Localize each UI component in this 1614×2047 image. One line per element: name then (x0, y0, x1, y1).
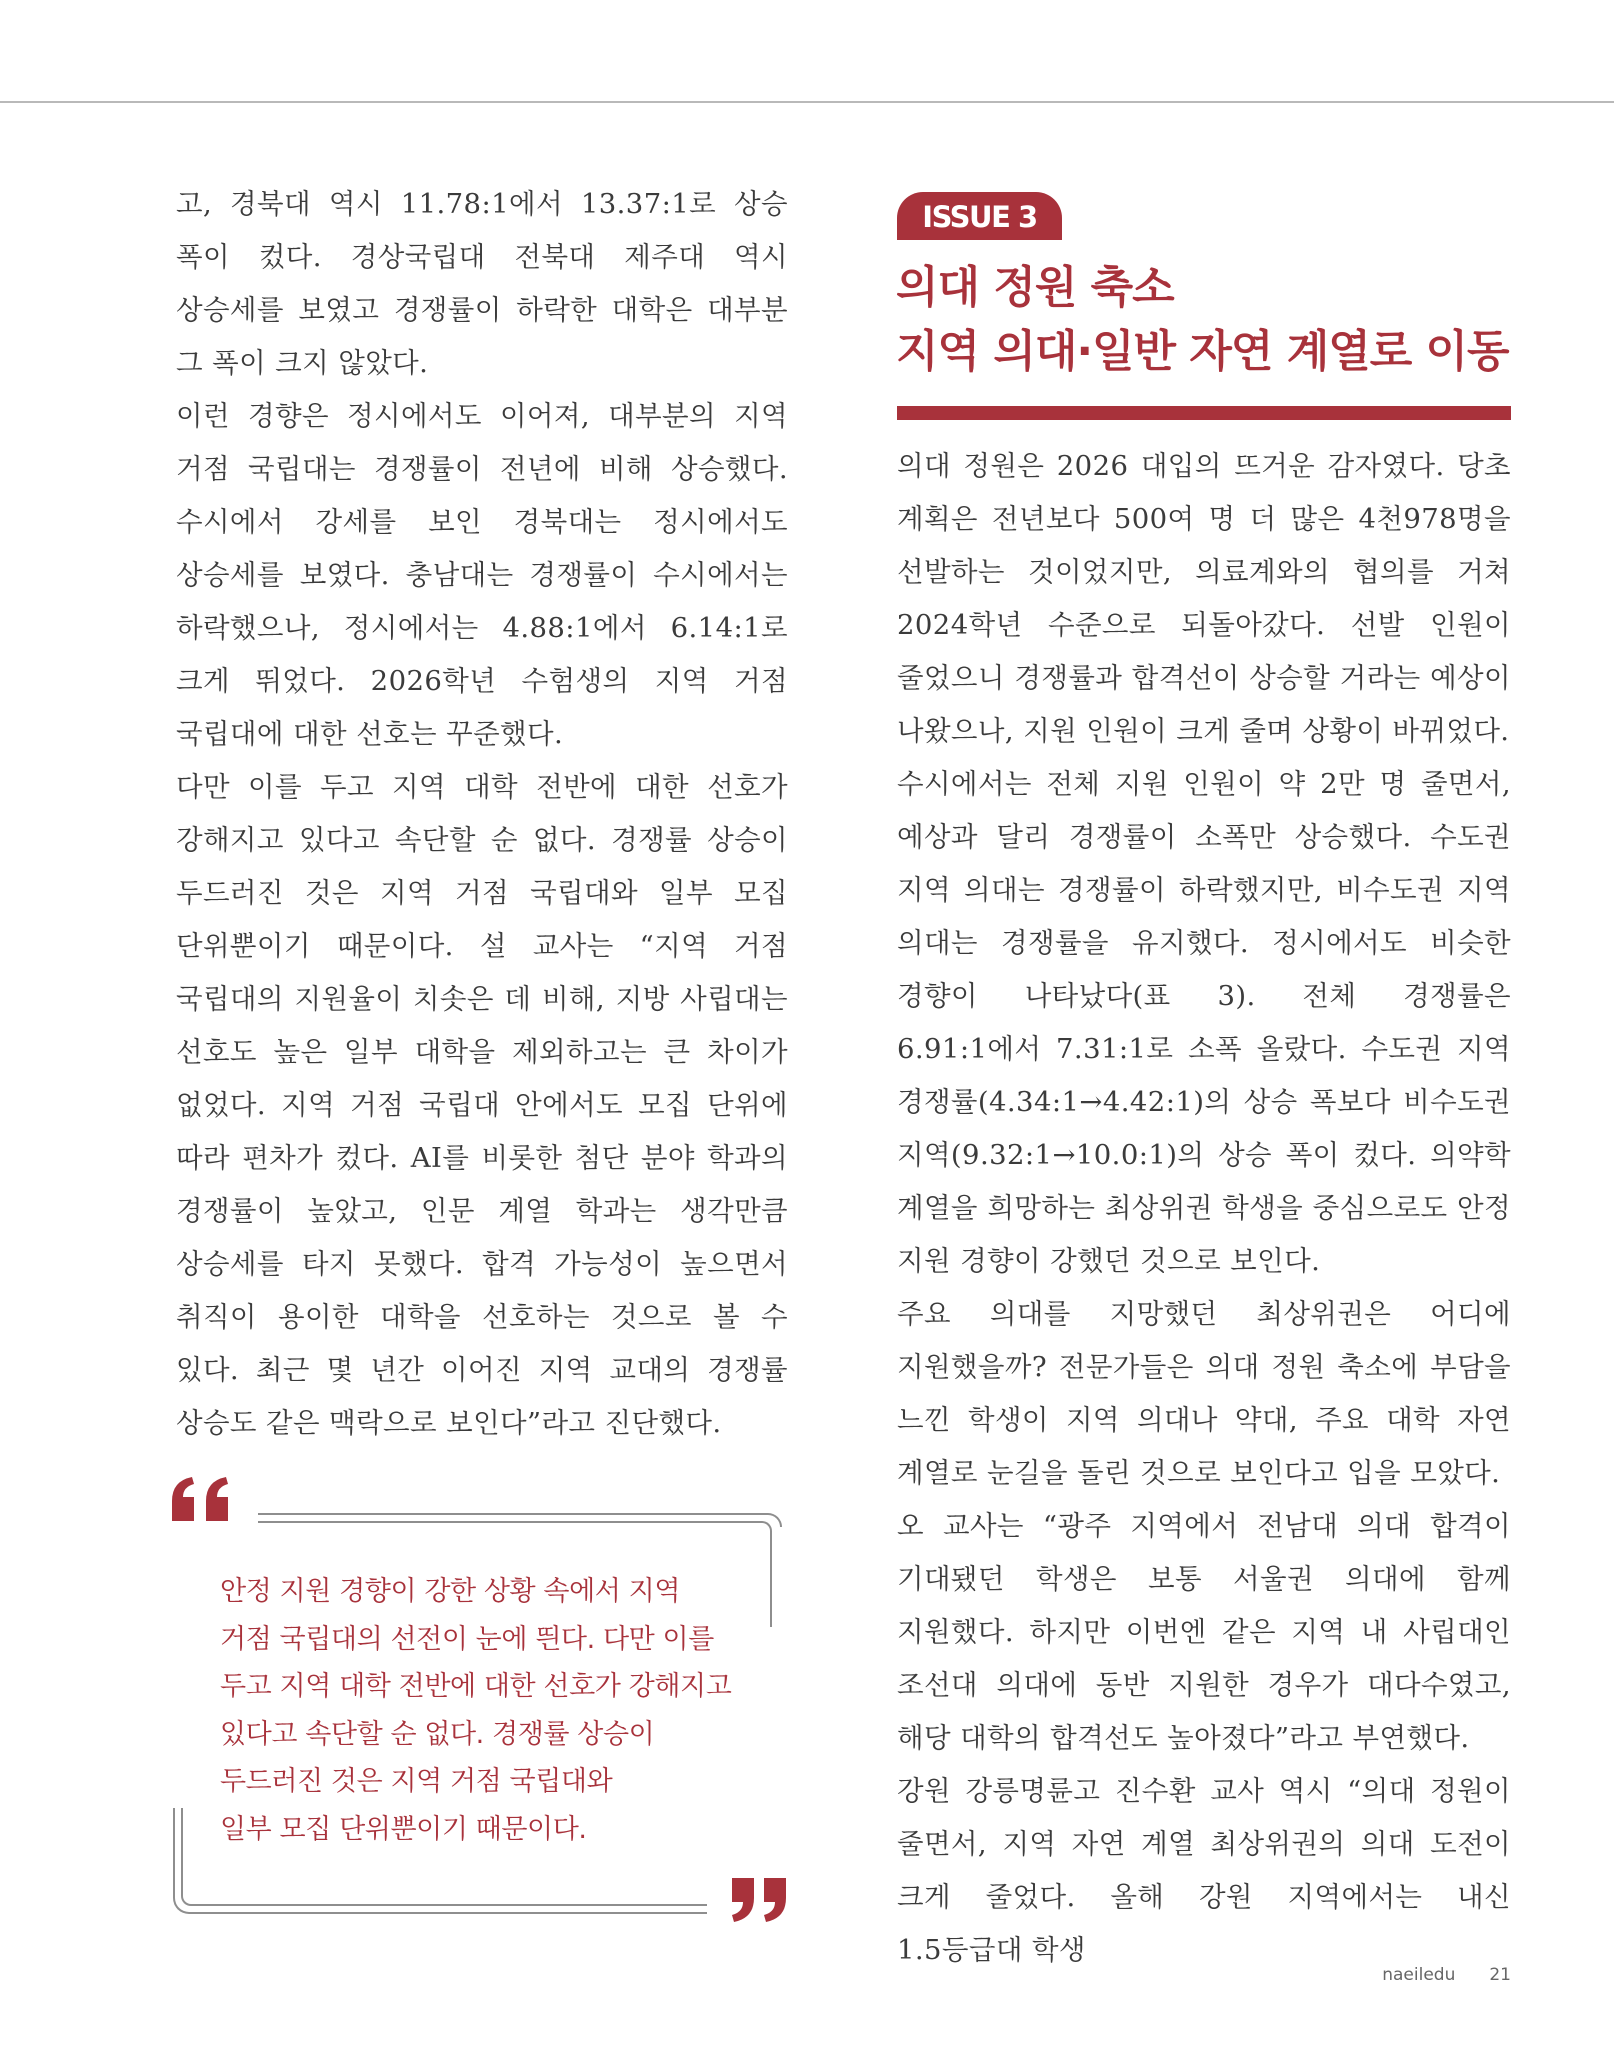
body-paragraph: 고, 경북대 역시 11.78:1에서 13.37:1로 상승 폭이 컸다. 경상국립대 전북대 제주대 역시 상승세를 보였고 경쟁률이 하락한 대학은 대부분 그 폭이 크지 않았다. (176, 188, 788, 379)
headline-rule (897, 406, 1511, 420)
pull-quote-line: 두고 지역 대학 전반에 대한 선호가 강해지고 (220, 1671, 732, 1702)
headline-line: 의대 정원 축소 (896, 262, 1174, 313)
pull-quote-line: 있다고 속단할 순 없다. 경쟁률 상승이 (220, 1718, 655, 1750)
body-paragraph: 이런 경향은 정시에서도 이어져, 대부분의 지역 거점 국립대는 경쟁률이 전년에 비해 상승했다. 수시에서 강세를 보인 경북대는 정시에서도 상승세를 보였다. 충남대는 경쟁률이 수시에서는 하락했으나, 정시에서는 4.88:1에서 6.14:1로 크게 뛰었다. 2026학년 수험생의 지역 거점 국립대에 대한 선호는 꾸준했다. (176, 400, 788, 750)
open-quote-icon (170, 1475, 234, 1523)
issue-badge: ISSUE 3 (897, 192, 1062, 240)
pull-quote-line: 일부 모집 단위뿐이기 때문이다. (220, 1813, 587, 1845)
page-footer (1382, 1965, 1511, 1985)
pull-quote-text (220, 1568, 780, 1853)
left-column (176, 178, 788, 1450)
close-quote-icon (726, 1876, 790, 1924)
pull-quote-line: 안정 지원 경향이 강한 상황 속에서 지역 (220, 1576, 681, 1607)
body-paragraph: 다만 이를 두고 지역 대학 전반에 대한 선호가 강해지고 있다고 속단할 순 없다. 경쟁률 상승이 두드러진 것은 지역 거점 국립대와 일부 모집 단위뿐이기 때문이다. 설 교사는 “지역 거점 국립대의 지원율이 치솟은 데 비해, 지방 사립대는 선호도 높은 일부 대학을 제외하고는 큰 차이가 없었다. 지역 거점 국립대 안에서도 모집 단위에 따라 편차가 컸다. AI를 비롯한 첨단 분야 학과의 경쟁률이 높았고, 인문 계열 학과는 생각만큼 상승세를 타지 못했다. 합격 가능성이 높으면서 취직이 용이한 대학을 선호하는 것으로 볼 수 있다. 최근 몇 년간 이어진 지역 교대의 경쟁률 상승도 같은 맥락으로 보인다”라고 진단했다. (176, 771, 788, 1439)
body-paragraph: 강원 강릉명륜고 진수환 교사 역시 “의대 정원이 줄면서, 지역 자연 계열 최상위권의 의대 도전이 크게 줄었다. 올해 강원 지역에서는 내신 1.5등급대 학생 (897, 1775, 1511, 1966)
right-column (897, 440, 1511, 1977)
pull-quote-line: 거점 국립대의 선전이 눈에 띈다. 다만 이를 (220, 1623, 714, 1655)
pull-quote-line: 두드러진 것은 지역 거점 국립대와 (220, 1766, 613, 1797)
body-paragraph: 의대 정원은 2026 대입의 뜨거운 감자였다. 당초 계획은 전년보다 500여 명 더 많은 4천978명을 선발하는 것이었지만, 의료계와의 협의를 거쳐 2024학년 수준으로 되돌아갔다. 선발 인원이 줄었으니 경쟁률과 합격선이 상승할 거라는 예상이 나왔으나, 지원 인원이 크게 줄며 상황이 바뀌었다. (897, 450, 1511, 747)
body-paragraph: 오 교사는 “광주 지역에서 전남대 의대 합격이 기대됐던 학생은 보통 서울권 의대에 함께 지원했다. 하지만 이번엔 같은 지역 내 사립대인 조선대 의대에 동반 지원한 경우가 대다수였고, 해당 대학의 합격선도 높아졌다”라고 부연했다. (897, 1510, 1511, 1754)
body-paragraph: 수시에서는 전체 지원 인원이 약 2만 명 줄면서, 예상과 달리 경쟁률이 소폭만 상승했다. 수도권 지역 의대는 경쟁률이 하락했지만, 비수도권 지역 의대는 경쟁률을 유지했다. 정시에서도 비슷한 경향이 나타났다(표 3). 전체 경쟁률은 6.91:1에서 7.31:1로 소폭 올랐다. 수도권 지역 경쟁률(4.34:1→4.42:1)의 상승 폭보다 비수도권 지역(9.32:1→10.0:1)의 상승 폭이 컸다. 의약학 계열을 희망하는 최상위권 학생을 중심으로도 안정 지원 경향이 강했던 것으로 보인다. (897, 768, 1511, 1277)
header-rule (0, 101, 1614, 103)
page-number: 21 (1489, 1965, 1511, 1985)
body-paragraph: 주요 의대를 지망했던 최상위권은 어디에 지원했을까? 전문가들은 의대 정원 축소에 부담을 느낀 학생이 지역 의대나 약대, 주요 대학 자연 계열로 눈길을 돌린 것으로 보인다고 입을 모았다. (897, 1298, 1511, 1489)
publication-name: naeiledu (1382, 1965, 1456, 1985)
headline-line: 지역 의대·일반 자연 계열로 이동 (896, 326, 1509, 377)
section-headline (896, 256, 1516, 384)
